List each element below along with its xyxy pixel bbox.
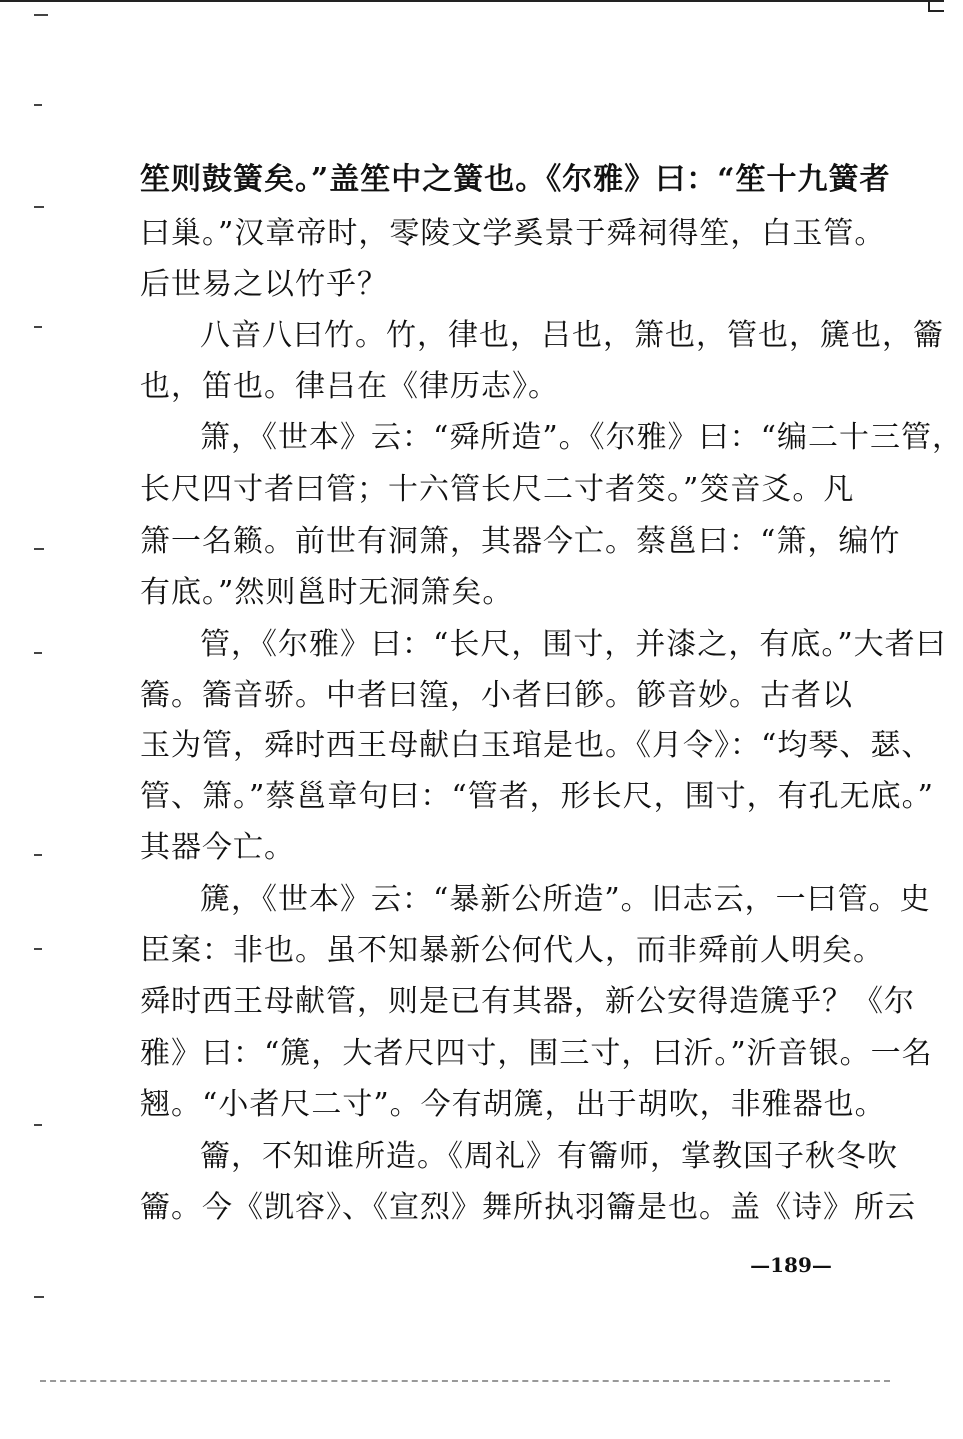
bottom-scan-artifact bbox=[40, 1380, 890, 1382]
text-line: 舜时西王母献管，则是已有其器，新公安得造篪乎？《尔 bbox=[140, 984, 915, 1019]
text-line: 笙则鼓簧矣。”盖笙中之簧也。《尔雅》曰：“笙十九簧者 bbox=[140, 162, 891, 197]
corner-mark bbox=[928, 0, 944, 12]
text-line: 籥，不知谁所造。《周礼》有籥师，掌教国子秋冬吹 bbox=[200, 1139, 898, 1174]
margin-tick bbox=[34, 948, 42, 950]
text-line: 篪，《世本》云：“暴新公所造”。旧志云，一曰管。史 bbox=[200, 882, 931, 917]
margin-tick bbox=[34, 1296, 44, 1298]
margin-tick bbox=[34, 14, 48, 16]
text-line: 翘。“小者尺二寸”。今有胡篪，出于胡吹，非雅器也。 bbox=[140, 1087, 886, 1122]
text-line: 后世易之以竹乎？ bbox=[140, 267, 388, 302]
text-line: 籥。今《凯容》、《宣烈》舞所执羽籥是也。盖《诗》所云 bbox=[140, 1190, 916, 1225]
text-line: 长尺四寸者曰管；十六管长尺二寸者筊。”筊音爻。凡 bbox=[140, 472, 855, 507]
text-line: 玉为管，舜时西王母献白玉琯是也。《月令》：“均琴、瑟、 bbox=[140, 728, 933, 763]
text-line: 臣案：非也。虽不知暴新公何代人，而非舜前人明矣。 bbox=[140, 933, 884, 968]
text-line: 箫，《世本》云：“舜所造”。《尔雅》曰：“编二十三管， bbox=[200, 420, 963, 455]
text-line: 管、箫。”蔡邕章句曰：“管者，形长尺，围寸，有孔无底。” bbox=[140, 779, 935, 814]
top-edge-rule bbox=[0, 0, 944, 2]
text-line: 其器今亡。 bbox=[140, 830, 295, 865]
text-line: 也，笛也。律吕在《律历志》。 bbox=[140, 369, 559, 404]
text-line: 有底。”然则邕时无洞箫矣。 bbox=[140, 575, 514, 610]
margin-tick bbox=[34, 206, 44, 208]
text-line: 雅》曰：“篪，大者尺四寸，围三寸，曰沂。”沂音银。一名 bbox=[140, 1036, 933, 1071]
margin-tick bbox=[34, 854, 42, 856]
margin-tick bbox=[34, 326, 42, 328]
margin-tick bbox=[34, 652, 42, 654]
text-line: 曰巢。”汉章帝时，零陵文学奚景于舜祠得笙，白玉管。 bbox=[140, 216, 886, 251]
margin-tick bbox=[34, 1124, 42, 1126]
text-line: 簥。簥音骄。中者曰篞，小者曰篎。篎音妙。古者以 bbox=[140, 678, 853, 713]
text-line: 箫一名籁。前世有洞箫，其器今亡。蔡邕曰：“箫，编竹 bbox=[140, 524, 901, 559]
text-line: 八音八曰竹。竹，律也，吕也，箫也，管也，篪也，籥 bbox=[200, 318, 944, 353]
margin-tick bbox=[34, 104, 42, 106]
text-line: 管，《尔雅》曰：“长尺，围寸，并漆之，有底。”大者曰 bbox=[200, 627, 947, 662]
page-number: —189— bbox=[750, 1253, 832, 1277]
margin-tick bbox=[34, 548, 44, 550]
